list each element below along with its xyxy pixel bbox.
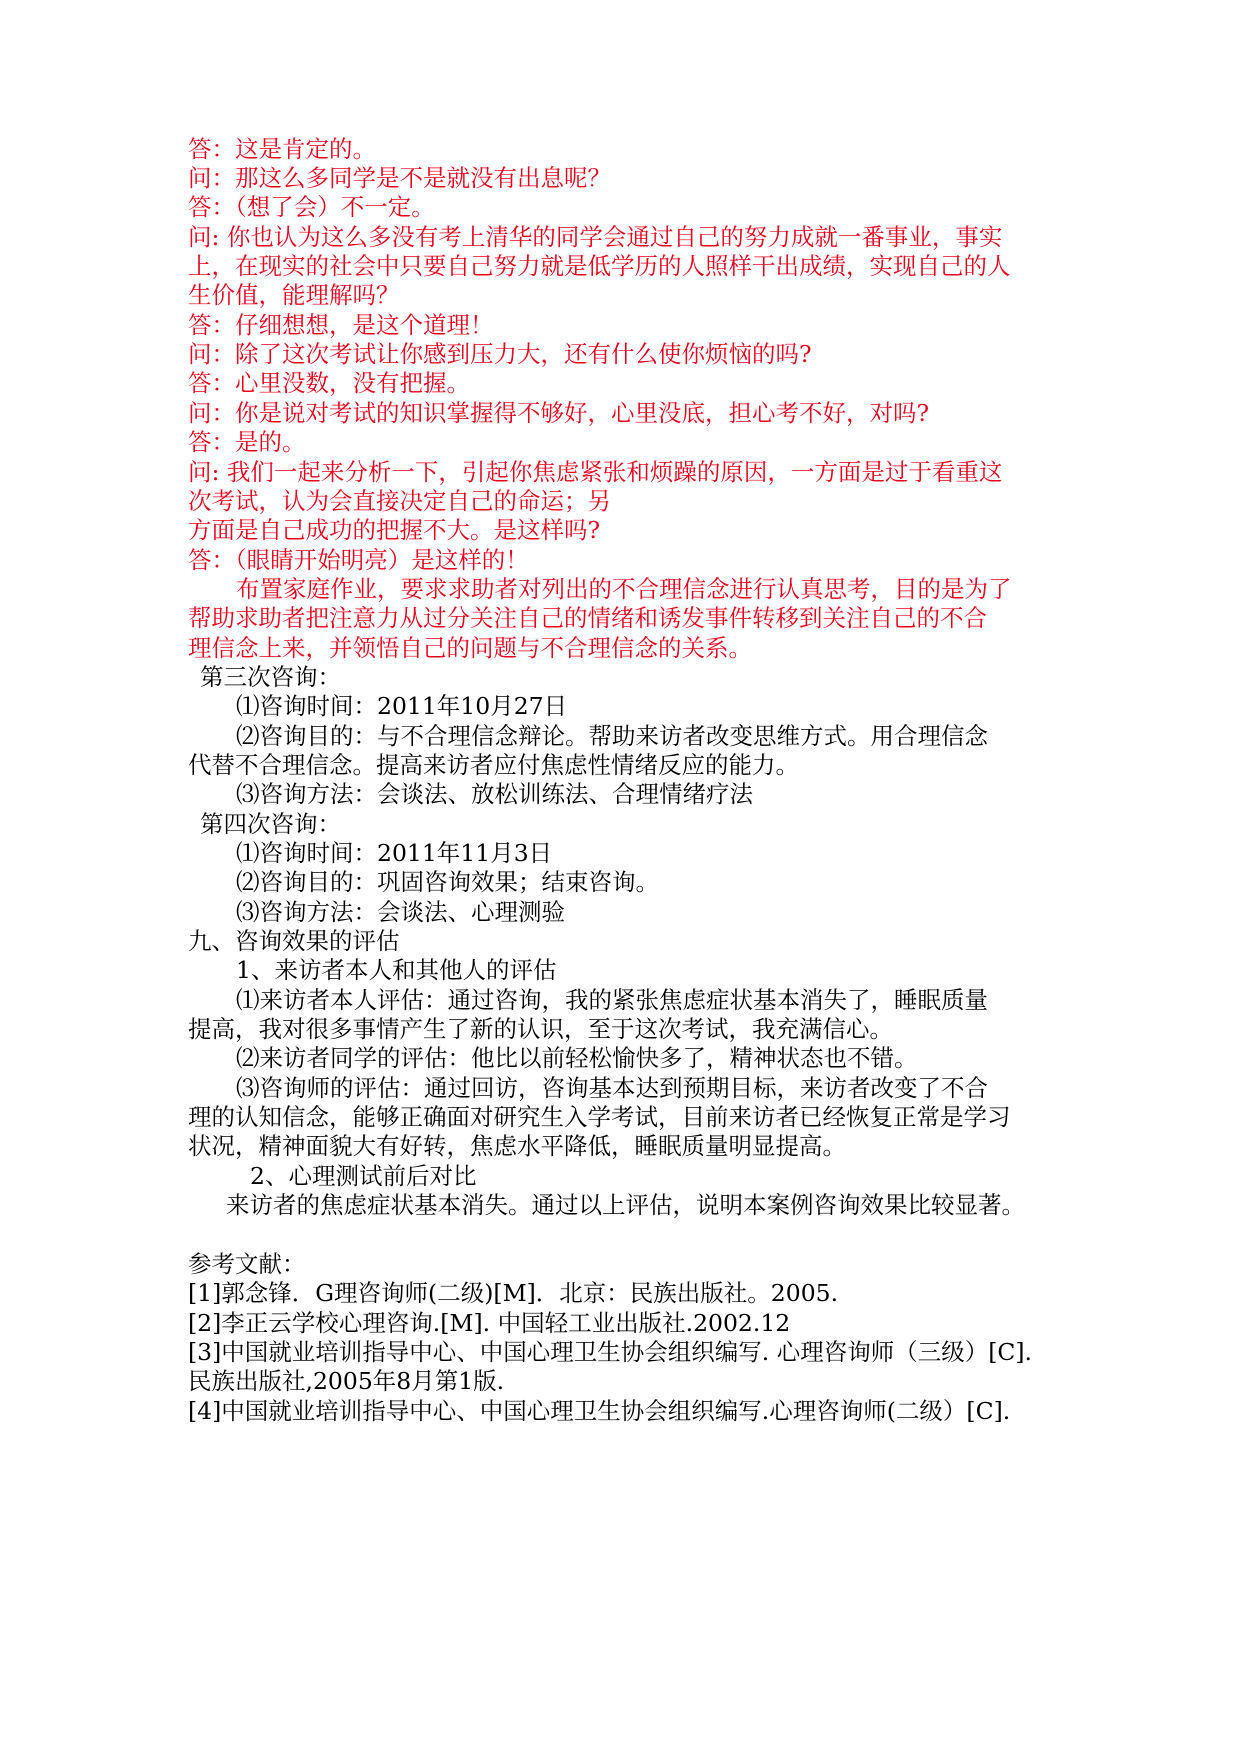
- dialogue-line: 答：仔细想想，是这个道理！: [188, 311, 494, 339]
- session4-heading: 第四次咨询：: [200, 810, 341, 838]
- references-heading: 参考文献：: [188, 1250, 306, 1278]
- reference-item: [2]李正云学校心理咨询.[M]. 中国轻工业出版社.2002.12: [188, 1309, 791, 1337]
- reference-item: [4]中国就业培训指导中心、中国心理卫生协会组织编写.心理咨询师(二级）[C].: [188, 1397, 1011, 1425]
- homework-paragraph-line: 布置家庭作业，要求求助者对列出的不合理信念进行认真思考，目的是为了: [236, 575, 1012, 603]
- session3-line: ⑶咨询方法：会谈法、放松训练法、合理情绪疗法: [236, 780, 753, 808]
- dialogue-line: 问：你是说对考试的知识掌握得不够好，心里没底，担心考不好，对吗?: [188, 399, 930, 427]
- dialogue-line: 次考试，认为会直接决定自己的命运；另: [188, 487, 611, 515]
- reference-item: [1]郭念锋．G理咨询师(二级)[M]．北京：民族出版社。2005.: [188, 1279, 839, 1307]
- dialogue-line: 答：是的。: [188, 428, 306, 456]
- evaluation-conclusion: 来访者的焦虑症状基本消失。通过以上评估，说明本案例咨询效果比较显著。: [226, 1191, 1025, 1219]
- session3-line: ⑵咨询目的：与不合理信念辩论。帮助来访者改变思维方式。用合理信念: [236, 722, 988, 750]
- dialogue-line: 问: 你也认为这么多没有考上清华的同学会通过自己的努力成就一番事业，事实: [188, 223, 1003, 251]
- homework-paragraph-line: 帮助求助者把注意力从过分关注自己的情绪和诱发事件转移到关注自己的不合: [188, 604, 987, 632]
- evaluation-subheading: 1、来访者本人和其他人的评估: [236, 956, 557, 984]
- evaluation-heading: 九、咨询效果的评估: [188, 927, 400, 955]
- session3-line: 代替不合理信念。提高来访者应付焦虑性情绪反应的能力。: [188, 751, 799, 779]
- dialogue-line: 答：（眼睛开始明亮）是这样的！: [188, 546, 529, 574]
- dialogue-line: 问：那这么多同学是不是就没有出息呢？: [188, 164, 611, 192]
- dialogue-line: 答：（想了会）不一定。: [188, 193, 435, 221]
- evaluation-line: ⑶咨询师的评估：通过回访，咨询基本达到预期目标，来访者改变了不合: [236, 1074, 988, 1102]
- session4-line: ⑴咨询时间：2011年11月3日: [236, 839, 553, 867]
- evaluation-line: 状况，精神面貌大有好转，焦虑水平降低，睡眠质量明显提高。: [188, 1132, 846, 1160]
- evaluation-line: 提高，我对很多事情产生了新的认识，至于这次考试，我充满信心。: [188, 1015, 893, 1043]
- dialogue-line: 问：除了这次考试让你感到压力大，还有什么使你烦恼的吗?: [188, 340, 812, 368]
- evaluation-line: 理的认知信念，能够正确面对研究生入学考试，目前来访者已经恢复正常是学习: [188, 1103, 1011, 1131]
- session4-line: ⑵咨询目的：巩固咨询效果；结束咨询。: [236, 868, 659, 896]
- reference-item: [3]中国就业培训指导中心、中国心理卫生协会组织编写. 心理咨询师（三级）[C].: [188, 1338, 1033, 1366]
- homework-paragraph-line: 理信念上来，并领悟自己的问题与不合理信念的关系。: [188, 634, 752, 662]
- session3-line: ⑴咨询时间：2011年10月27日: [236, 692, 568, 720]
- evaluation-subheading: 2、心理测试前后对比: [250, 1162, 477, 1190]
- dialogue-line: 答：心里没数，没有把握。: [188, 369, 470, 397]
- evaluation-line: ⑴来访者本人评估：通过咨询，我的紧张焦虑症状基本消失了，睡眠质量: [236, 986, 988, 1014]
- dialogue-line: 答：这是肯定的。: [188, 135, 376, 163]
- reference-item: 民族出版社,2005年8月第1版.: [188, 1367, 505, 1395]
- dialogue-line: 问: 我们一起来分析一下，引起你焦虑紧张和烦躁的原因，一方面是过于看重这: [188, 458, 1003, 486]
- dialogue-line: 生价值，能理解吗？: [188, 281, 400, 309]
- session4-line: ⑶咨询方法：会谈法、心理测验: [236, 898, 565, 926]
- dialogue-line: 上，在现实的社会中只要自己努力就是低学历的人照样干出成绩，实现自己的人: [188, 252, 1011, 280]
- session3-heading: 第三次咨询：: [200, 663, 341, 691]
- dialogue-line: 方面是自己成功的把握不大。是这样吗?: [188, 516, 601, 544]
- evaluation-line: ⑵来访者同学的评估：他比以前轻松愉快多了，精神状态也不错。: [236, 1044, 918, 1072]
